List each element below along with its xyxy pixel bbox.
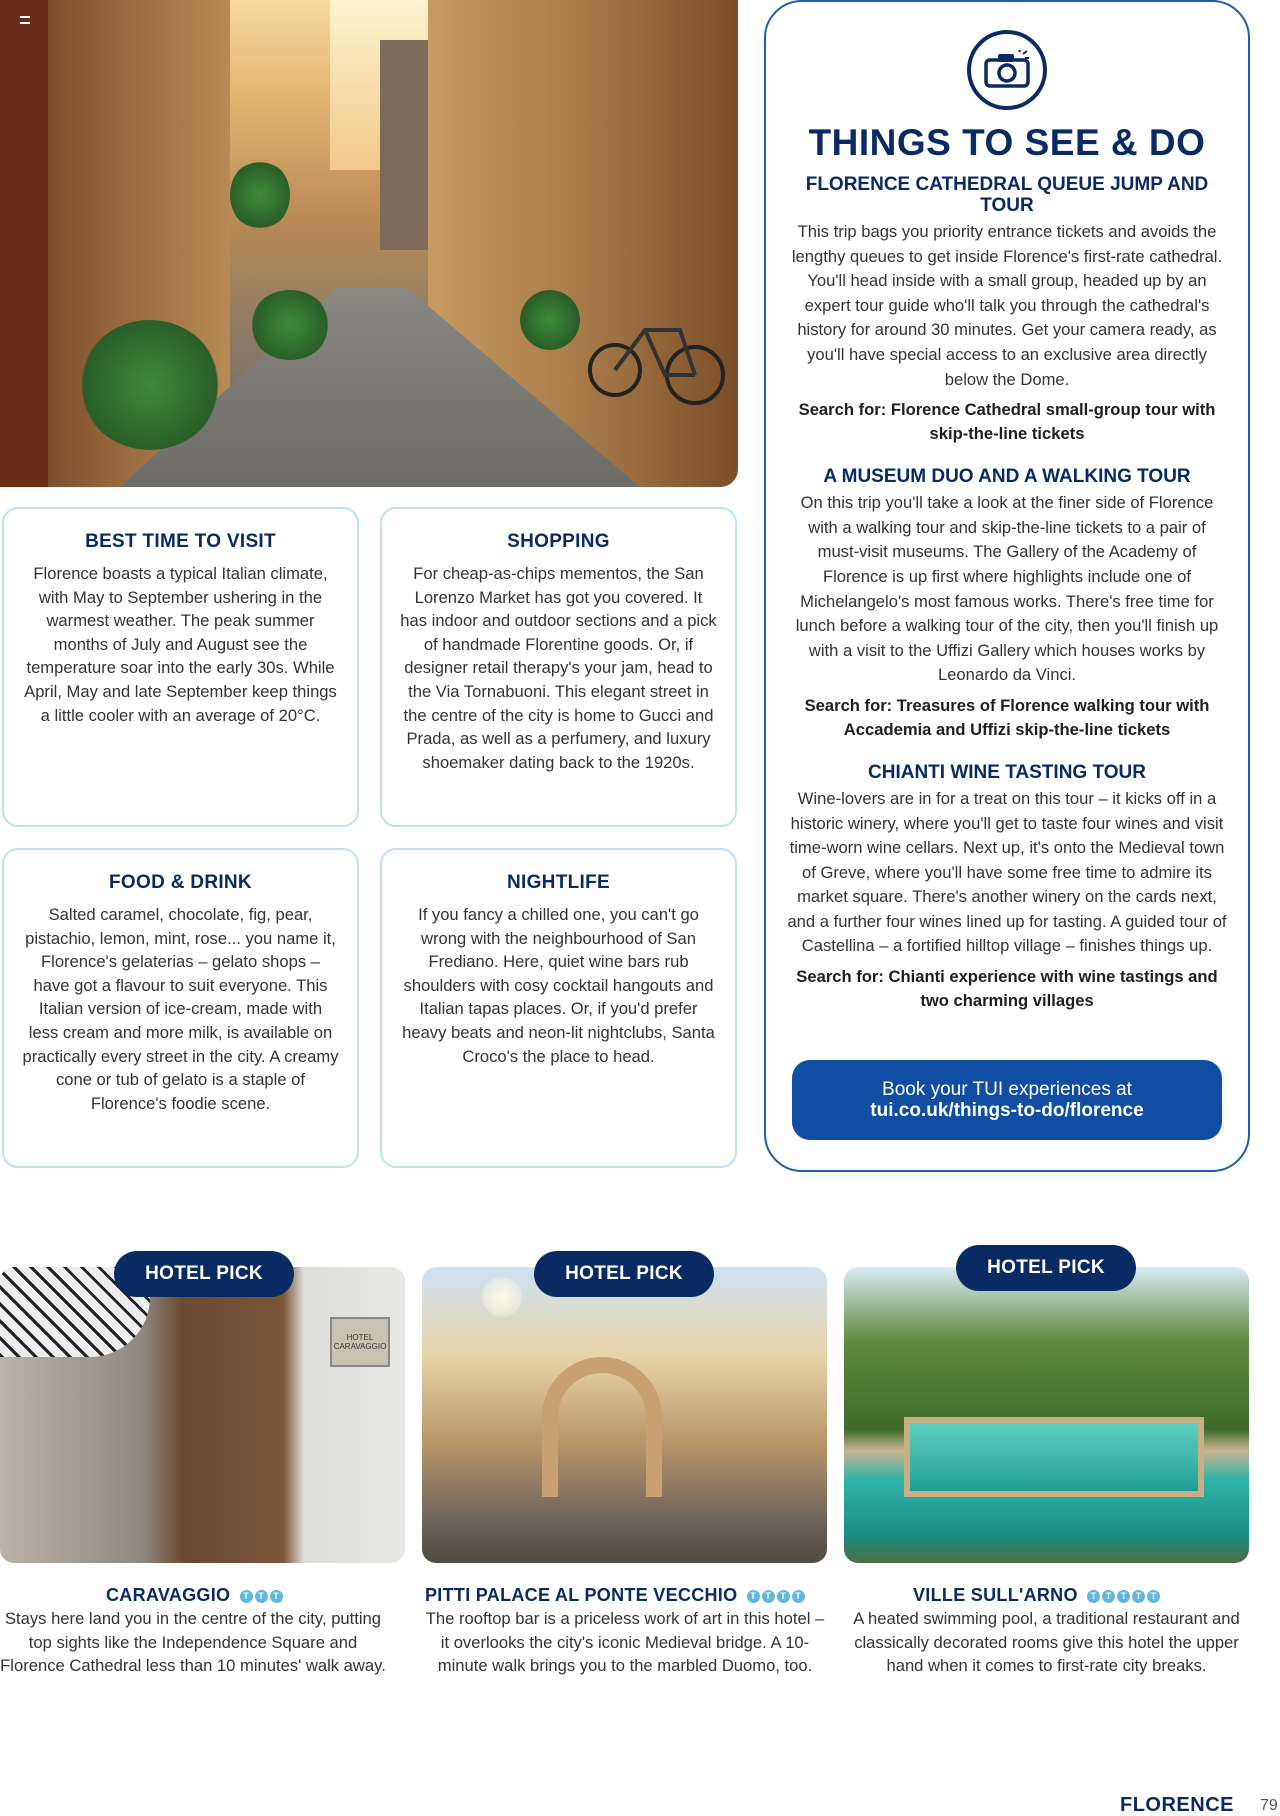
- hotel-description: A heated swimming pool, a traditional restaurant and classically decorated rooms give this hotel the upper hand when it comes to first-rate city breaks.: [853, 1609, 1240, 1676]
- hotel-name-text: VILLE SULL'ARNO: [913, 1585, 1078, 1605]
- plant: [230, 160, 290, 230]
- tour-title: A MUSEUM DUO AND A WALKING TOUR: [823, 466, 1191, 488]
- t-rating-icon: T: [240, 1590, 253, 1603]
- card-text: Salted caramel, chocolate, fig, pear, pistachio, lemon, mint, rose... you name it, Florence's gelaterias – gelato shops – have got a flavour to suit everyone. This Italian version of ice-cream, made with less cream and more milk, is available on practically every street in the city. A creamy cone or tub of gelato is a staple of Florence's foodie scene.: [22, 905, 339, 1113]
- hotel-name-text: PITTI PALACE AL PONTE VECCHIO: [425, 1585, 738, 1605]
- t-rating-icon: T: [1117, 1590, 1130, 1603]
- t-rating-icon: T: [1102, 1590, 1115, 1603]
- things-to-do-panel: [764, 0, 1250, 1172]
- tour-text: On this trip you'll take a look at the finer side of Florence with a walking tour and skip-the-line tickets to a pair of must-visit museums. The Gallery of the Academy of Florence is up first where highlights include one of Michelangelo's most famous works. There's free time for lunch before a walking tour of the city, then you'll finish up with a visit to the Uffizi Gallery which houses works by Leonardo da Vinci.: [795, 493, 1219, 685]
- hotel-description: Stays here land you in the centre of the city, putting top sights like the Independence Square and Florence Cathedral less than 10 minutes' walk away.: [0, 1609, 386, 1676]
- t-rating-icon: T: [792, 1590, 805, 1603]
- hotel-name: [913, 1585, 1160, 1606]
- door: [0, 0, 48, 487]
- rating-icons: [1087, 1590, 1160, 1603]
- card-text: Florence boasts a typical Italian climate, with May to September ushering in the warmest weather. The peak summer months of July and August see the temperature soar into the early 30s. While April, May and late September keep things a little cooler with an average of 20°C.: [24, 564, 337, 725]
- tour-search: Search for: Treasures of Florence walking tour with Accademia and Uffizi skip-the-line tickets: [804, 695, 1210, 739]
- t-rating-icon: T: [1087, 1590, 1100, 1603]
- card-text: For cheap-as-chips mementos, the San Lorenzo Market has got you covered. It has indoor and outdoor sections and a pick of handmade Florentine goods. Or, if designer retail therapy's your jam, head to the Via Tornabuoni. This elegant street in the centre of the city is home to Gucci and Prada, as well as a perfumery, and luxury shoemaker dating back to the 1920s.: [400, 564, 717, 772]
- t-rating-icon: T: [747, 1590, 760, 1603]
- tour-text: This trip bags you priority entrance tickets and avoids the lengthy queues to get inside Florence's first-rate cathedral. You'll head inside with a small group, headed up by an expert tour guide who'll talk you through the cathedral's history for around 30 minutes. Get your camera ready, as you'll have special access to an exclusive area directly below the Dome.: [791, 222, 1223, 389]
- card-title: NIGHTLIFE: [507, 872, 610, 893]
- rating-icons: [747, 1590, 805, 1603]
- t-rating-icon: T: [1147, 1590, 1160, 1603]
- book-text: Book your TUI experiences at: [882, 1079, 1132, 1100]
- hotel-pick-badge: HOTEL PICK: [534, 1251, 714, 1297]
- swimming-pool: [904, 1417, 1204, 1497]
- food-drink-card: [2, 848, 359, 1168]
- sun: [482, 1277, 522, 1317]
- footer-city: FLORENCE: [1120, 1794, 1234, 1816]
- book-link[interactable]: tui.co.uk/things-to-do/florence: [870, 1100, 1144, 1121]
- t-rating-icon: T: [1132, 1590, 1145, 1603]
- t-rating-icon: T: [762, 1590, 775, 1603]
- bicycle-icon: [585, 300, 725, 410]
- page-number: 79: [1260, 1797, 1278, 1814]
- best-time-card: [2, 507, 359, 827]
- pitti-palace-photo: [422, 1267, 827, 1563]
- hotel-name: [425, 1585, 805, 1606]
- rating-icons: [240, 1590, 283, 1603]
- hotel-pick-badge: HOTEL PICK: [956, 1245, 1136, 1291]
- tour-text: Wine-lovers are in for a treat on this tour – it kicks off in a historic winery, where you'll get to taste four wines and visit time-worn wine cellars. Next up, it's onto the Medieval town of Greve, where you'll have some free time to admire its market square. There's another winery on the cards next, and a further four wines lined up for tasting. A guided tour of Castellina – a fortified hilltop village – finishes things up.: [787, 788, 1227, 956]
- plant: [80, 320, 220, 450]
- hotel-sign: HOTEL CARAVAGGIO: [330, 1317, 390, 1367]
- caravaggio-photo: [0, 1267, 405, 1563]
- shopping-card: [380, 507, 737, 827]
- card-title: BEST TIME TO VISIT: [85, 531, 276, 552]
- panel-title: THINGS TO SEE & DO: [808, 122, 1206, 163]
- tour-search: Search for: Florence Cathedral small-group tour with skip-the-line tickets: [798, 400, 1216, 444]
- t-rating-icon: T: [270, 1590, 283, 1603]
- tour-search: Search for: Chianti experience with wine tastings and two charming villages: [796, 967, 1218, 1011]
- ville-sull-arno-photo: [844, 1267, 1249, 1563]
- hotel-pick-badge: HOTEL PICK: [114, 1251, 294, 1297]
- hotel-description: The rooftop bar is a priceless work of art in this hotel – it overlooks the city's iconic Medieval bridge. A 10-minute walk brings you to the marbled Duomo, too.: [425, 1609, 825, 1676]
- hotel-name: [106, 1585, 283, 1606]
- tour-title: CHIANTI WINE TASTING TOUR: [868, 761, 1146, 783]
- card-title: SHOPPING: [507, 531, 610, 552]
- nightlife-card: [380, 848, 737, 1168]
- tour-title: FLORENCE CATHEDRAL QUEUE JUMP AND TOUR: [805, 174, 1209, 216]
- card-title: FOOD & DRINK: [109, 872, 252, 893]
- book-experiences-button[interactable]: [792, 1060, 1222, 1140]
- card-text: If you fancy a chilled one, you can't go wrong with the neighbourhood of San Frediano. Here, quiet wine bars rub shoulders with cosy cocktail hangouts and Italian tapas places. Or, if you'd prefer heavy beats and neon-lit nightclubs, Santa Croco's the place to head.: [402, 905, 715, 1066]
- t-rating-icon: T: [255, 1590, 268, 1603]
- hotel-name-text: CARAVAGGIO: [106, 1585, 231, 1605]
- arch: [542, 1357, 662, 1497]
- camera-icon: [967, 30, 1047, 110]
- florence-street-photo: [0, 0, 738, 487]
- menu-icon[interactable]: [20, 16, 30, 24]
- t-rating-icon: T: [777, 1590, 790, 1603]
- plant: [520, 290, 580, 350]
- plant: [250, 290, 330, 360]
